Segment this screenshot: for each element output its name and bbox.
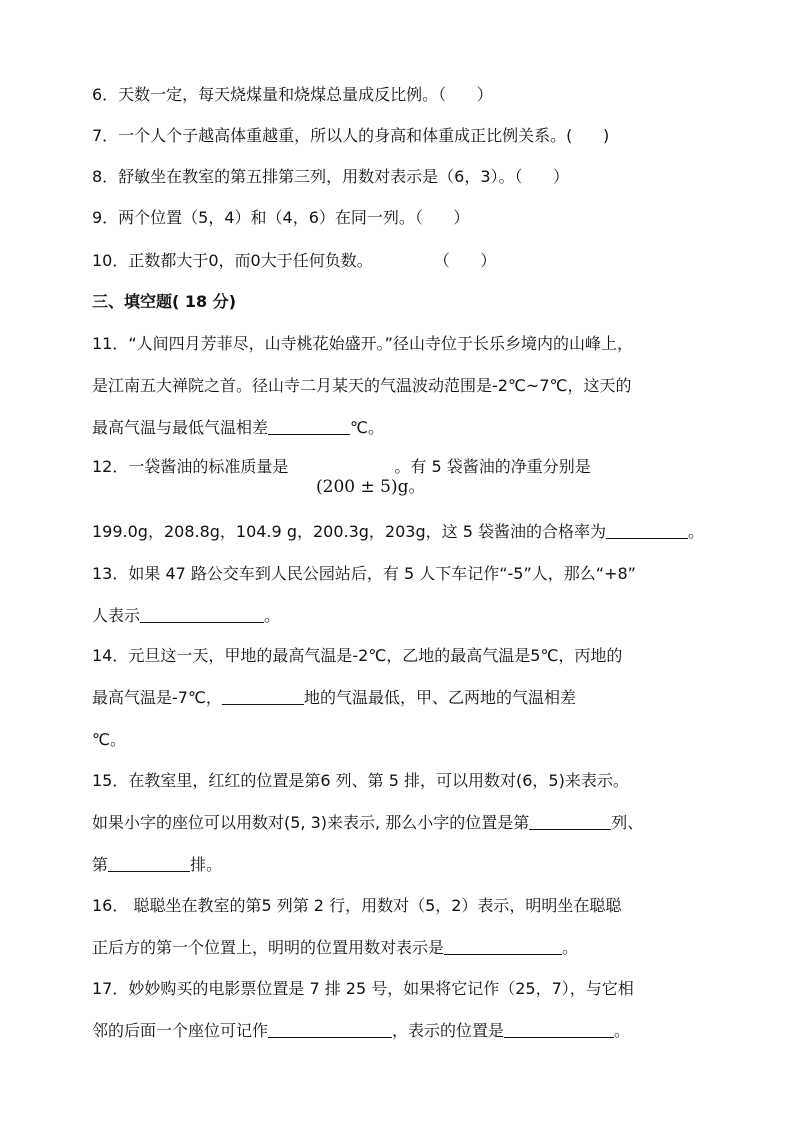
question-12-line-2	[92, 521, 704, 543]
question-13-text-1: 13．如果 47 路公交车到人民公园站后，有 5 人下车记作“-5”人，那么“+8”	[92, 564, 636, 583]
question-10-text: 10．正数都大于0，而0大于任何负数。 （ ）	[92, 251, 497, 270]
question-14-text-3: ℃。	[92, 730, 126, 749]
question-17-text-2b: ，表示的位置是	[392, 1021, 505, 1040]
question-10	[92, 250, 496, 272]
question-11-text-3b: ℃。	[350, 418, 384, 437]
question-6-text: 6．天数一定，每天烧煤量和烧煤总量成反比例。（ ）	[92, 85, 493, 104]
question-6	[92, 84, 493, 106]
answer-blank[interactable]	[444, 938, 562, 955]
answer-blank[interactable]	[268, 418, 350, 435]
question-17-line-2	[92, 1020, 630, 1042]
question-13-line-2	[92, 605, 280, 627]
question-14-text-2b: 地的气温最低，甲、乙两地的气温相差	[303, 688, 576, 707]
question-11-line-2	[92, 375, 631, 397]
question-16-line-2	[92, 937, 578, 959]
question-12-line-1	[92, 456, 591, 478]
question-14-text-1: 14．元旦这一天，甲地的最高气温是-2℃，乙地的最高气温是5℃，丙地的	[92, 646, 623, 665]
answer-blank[interactable]	[140, 606, 264, 623]
section-3-title	[92, 291, 236, 313]
question-13-text-2a: 人表示	[92, 606, 141, 625]
question-14-line-1	[92, 645, 622, 667]
question-12-formula: (200 ± 5)g。	[316, 477, 426, 497]
answer-blank[interactable]	[504, 1021, 614, 1038]
answer-blank[interactable]	[268, 1021, 392, 1038]
question-15-text-2b: 列、	[611, 813, 644, 832]
section-3-title-text: 三、填空题( 18 分)	[92, 292, 237, 311]
question-17-text-2a: 邻的后面一个座位可记作	[92, 1021, 269, 1040]
question-14-text-2a: 最高气温是-7℃，	[92, 688, 222, 707]
question-12-text-2a: 199.0g，208.8g，104.9 g，200.3g，203g，这 5 袋酱油的合格率为	[92, 522, 606, 541]
question-16-text-2b: 。	[562, 938, 579, 957]
question-12-text-2b: 。	[687, 522, 704, 541]
question-11-text-2: 是江南五大禅院之首。径山寺二月某天的气温波动范围是-2℃~7℃，这天的	[92, 376, 632, 395]
question-7-text: 7．一个人个子越高体重越重，所以人的身高和体重成正比例关系。( )	[92, 126, 610, 145]
question-16-text-1: 16． 聪聪坐在教室的第5 列第 2 行，用数对（5，2）表示，明明坐在聪聪	[92, 896, 622, 915]
question-7	[92, 125, 609, 147]
question-11-line-1	[92, 333, 633, 355]
question-8-text: 8．舒敏坐在教室的第五排第三列，用数对表示是（6，3）。（ ）	[92, 167, 570, 186]
question-11-line-3	[92, 417, 384, 439]
question-15-line-2	[92, 812, 643, 834]
question-12-text-1b: 。有 5 袋酱油的净重分别是	[394, 457, 591, 476]
answer-blank[interactable]	[222, 688, 304, 705]
question-8	[92, 166, 569, 188]
question-17-text-1: 17．妙妙购买的电影票位置是 7 排 25 号，如果将它记作（25，7），与它相	[92, 979, 634, 998]
answer-blank[interactable]	[606, 522, 688, 539]
answer-blank[interactable]	[529, 813, 611, 830]
question-9	[92, 207, 469, 229]
question-14-line-3	[92, 729, 126, 751]
question-15-text-3a: 第	[92, 855, 109, 874]
question-11-text-3a: 最高气温与最低气温相差	[92, 418, 269, 437]
question-15-text-3b: 排。	[190, 855, 223, 874]
question-17-line-1	[92, 978, 634, 1000]
question-15-text-2a: 如果小字的座位可以用数对(5, 3)来表示, 那么小字的位置是第	[92, 813, 530, 832]
question-17-text-2c: 。	[614, 1021, 631, 1040]
question-12-text-1a: 12．一袋酱油的标准质量是	[92, 457, 289, 476]
question-11-text-1: 11．“人间四月芳菲尽，山寺桃花始盛开。”径山寺位于长乐乡境内的山峰上，	[92, 334, 633, 353]
question-13-line-1	[92, 563, 636, 585]
question-15-line-1	[92, 770, 629, 792]
question-14-line-2	[92, 687, 576, 709]
question-13-text-2b: 。	[264, 606, 281, 625]
question-16-line-1	[92, 895, 621, 917]
answer-blank[interactable]	[108, 855, 190, 872]
question-9-text: 9．两个位置（5，4）和（4，6）在同一列。（ ）	[92, 208, 470, 227]
question-15-line-3	[92, 854, 222, 876]
question-15-text-1: 15．在教室里，红红的位置是第6 列、第 5 排，可以用数对(6，5)来表示。	[92, 771, 629, 790]
question-16-text-2a: 正后方的第一个位置上，明明的位置用数对表示是	[92, 938, 445, 957]
